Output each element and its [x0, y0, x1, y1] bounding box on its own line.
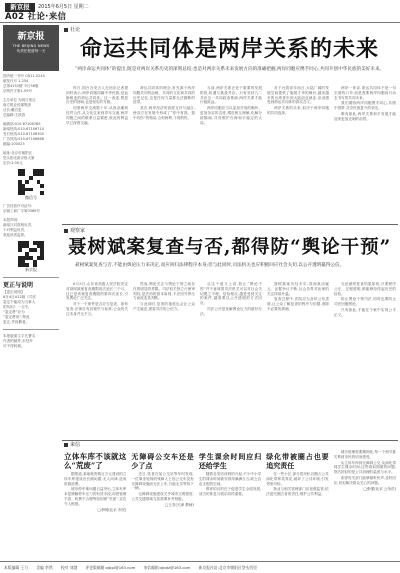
letter-column	[199, 450, 261, 558]
paragraph: 两岸同胞应当以更加开放的胸怀、更加务实的态度,增进相互理解,化解分歧隔阂,共同维护台海和平稳定的大局。	[200, 106, 262, 125]
letter-signature: □李明(北京 市民)	[97, 507, 127, 512]
corrections-title: 更正与说明	[3, 282, 34, 289]
qr-cell	[40, 191, 44, 195]
brand-slogan: 负责任报道每一天	[16, 49, 46, 53]
footer-letters-email[interactable]: 来信邮箱:xjbdz@163.com	[143, 565, 191, 570]
address-line: 定价:1.00元	[3, 161, 23, 165]
info-line: 新闻热线:010-67106710	[3, 127, 44, 131]
masthead-logo[interactable]: 新京报	[5, 3, 35, 12]
info-line: 邮编:100023	[3, 142, 25, 146]
paragraph: 希望有关部门能够倾听民声,及时回应,切实解决群众关心的问题。	[333, 475, 397, 485]
footer-proofreader: 校对 刘越	[60, 565, 78, 570]
paragraph: 其次,两岸经济的高度互补与融合,使双方在发展中形成了“你中有我、我中有你”的格局,合则两利,斗则俱伤。	[133, 106, 195, 120]
paragraph: 命运共同体的理念,首先源于两岸同胞共同的血缘、共同的文化和共同的历史记忆,这是任何力量都无法割断的纽带。	[133, 86, 195, 105]
letter-title[interactable]: 绿化带被圈占也要追究责任	[266, 452, 329, 470]
info-line: 总第4153期 今日56版	[3, 84, 39, 88]
editorial-body	[66, 86, 396, 200]
copyright-note	[3, 334, 59, 349]
editorial-deck: “两岸命运共同体”的提出,既是对两岸关系历史的深刻总结,也是对两岸关系未来发展方向的准确把握,两岸同胞应携手同心,共同开创中华民族的美好未来。	[75, 67, 385, 72]
paragraph: 教育的目的在于促进学生全面发展,适当的休息与娱乐同样重要。	[198, 487, 262, 497]
footer-opinion-email[interactable]: 评论版邮箱:xjbpl@163.com	[85, 565, 136, 570]
article-column	[133, 282, 195, 436]
ad-line: 广告经营许可证号:	[3, 204, 33, 208]
paragraph: 物业与相关管理部门应加强监管,依法追究圈占者的责任,维护公共利益。	[266, 487, 329, 497]
letters-body	[64, 450, 396, 558]
paragraph: 无论最终复查结果如何,只要程序公正、过程透明,都能够经得起历史的检验。	[334, 282, 396, 296]
article-column	[200, 86, 262, 200]
sidebar	[3, 25, 59, 545]
paragraph: 近日,笔者在某公交站等车时发现,一位乘坐轮椅的残障人士因公交车没有无障碍设施而无法上车,只能无奈等待下一辆。	[131, 472, 194, 491]
corrections-line: “鉴定费”应为	[3, 310, 25, 314]
editorial-kicker	[64, 27, 80, 33]
letter-column	[266, 450, 328, 558]
paragraph: 与此同时,复查的拖延也会让公众产生疑虑,损害司法的公信力。	[133, 302, 195, 311]
motto-line: 新闻只对真相负责,	[3, 223, 33, 227]
copyright-line: 可不得转载。	[3, 344, 25, 348]
letter-title[interactable]: 立体车库不该就这么“荒废”了	[64, 452, 127, 470]
article-column	[200, 282, 262, 436]
info-line: 国内统一刊号 CN11-0245	[3, 74, 45, 78]
motto-line: 欢迎读者监督。	[3, 233, 28, 237]
corrections-line: 【更正说明】	[3, 290, 25, 294]
wechat-qr-code-icon[interactable]	[18, 169, 44, 195]
article-column	[334, 282, 396, 436]
footer-designer: 美编 李然	[36, 565, 53, 570]
kicker-label: 来信	[70, 442, 81, 448]
info-line: 邮发代号 1-254	[3, 79, 29, 83]
copyright-line: 作者的稿件,未经许	[3, 339, 33, 343]
paragraph: 城市停车难问题日益突出,立体车库本是缓解停车压力的有效手段,却因管理不善、收费不合理等原因被“荒废”,实在令人惋惜。	[64, 487, 127, 506]
footer-address: 新京报社址:北京市朝阳区垡头西里	[198, 565, 257, 570]
editorial-headline[interactable]: 命运共同体是两岸关系的未来	[80, 36, 380, 62]
corrections-line: 鉴定不能成为当事人	[3, 300, 36, 304]
brand-english-name: THE BEIJING NEWS	[12, 44, 50, 48]
address-line: 垡头阳光新京报大厦	[3, 156, 35, 160]
paragraph: 只有如此,才能在个案中实现公平正义。	[334, 307, 396, 317]
article-column	[267, 282, 329, 436]
info-line: 发行热线:010-67106300	[3, 132, 44, 136]
paragraph: 回望两岸交流数十年,从探亲潮到经贸合作,从文化往来到青年交流,两岸同胞之间的联系日益紧密,彼此的利益早已深度交融。	[66, 106, 128, 125]
corrections-line: “鉴定费用”,特此	[3, 315, 30, 319]
masthead-date: 2015年6月5日 星期二	[38, 4, 89, 10]
paragraph: 对于一个案件是否应当复查、如何复查,法律自有其程序与标准,公众的关注本身并无不当。	[66, 302, 128, 316]
letter-title[interactable]: 无障碍公交车还是少了点	[131, 452, 194, 470]
qr-code-label: 微信号	[25, 195, 37, 200]
letter-column	[334, 450, 396, 558]
kicker-label: 社论	[70, 27, 81, 33]
masthead	[0, 0, 400, 22]
observer-headline[interactable]: 聂树斌案复查与否,都得防“舆论干预”	[68, 237, 392, 258]
paragraph: 无障碍设施建设关乎城市文明程度,公共交通领域尤其需要补齐短板。	[131, 492, 194, 501]
corrections-line: 更正,并致歉意。	[3, 320, 30, 324]
paragraph: 复查过程中,法院应当及时公布进展,让公众了解复查的程序与依据,消除不必要的猜测。	[267, 297, 329, 311]
page-footer	[0, 561, 400, 573]
info-line: 总编辑:王跃春	[3, 113, 26, 117]
letter-column	[131, 450, 193, 558]
motto-line: 本报声明:	[3, 218, 19, 222]
ad-line: 京朝工商广字第0369号	[3, 209, 40, 213]
paragraph: 在一些小区,部分居民私自圈占公共绿化带种菜养花,破坏了公共环境,引发邻里纠纷。	[266, 472, 329, 486]
letter-column	[64, 450, 126, 558]
paragraph: 昨日,国台办发言人在回应记者提问时表示,两岸同胞同属中华民族,是血脉相连的命运共同体。这一表述,既是历史的回响,也是现实的写照。	[66, 86, 128, 105]
info-line: 编辑部:010-67106789	[3, 122, 41, 126]
qr-cell	[40, 263, 44, 267]
section-divider	[62, 224, 398, 225]
sidebar-divider	[3, 277, 59, 278]
publication-info	[3, 74, 59, 166]
info-line: 京网许字第1-09号	[3, 89, 32, 93]
square-bullet-icon	[64, 443, 68, 447]
paragraph: 两岸一家亲,命运共同体不是一句空洞的口号,而是需要两岸同胞用行动去书写的共同未来。	[334, 86, 396, 100]
article-column	[133, 86, 195, 200]
masthead-divider	[0, 22, 400, 23]
paragraph: 从立体车库到无障碍公交,从绿化带到学生课余时间,这些看似细微的问题,背后折射的是公共治理的温度与水平。	[333, 460, 397, 475]
footer-editor: 本版编辑 王力	[4, 565, 28, 570]
address-line: 地址:北京市朝阳区	[3, 151, 33, 155]
paragraph: 随着各类培训班的兴起,不少中小学生的课余时间被安排得满满当当,缺乏自由支配的空间。	[198, 472, 262, 486]
article-column	[267, 86, 329, 200]
article-column	[66, 282, 128, 436]
kicker-label: 观察家	[70, 228, 86, 234]
app-qr-code-icon[interactable]	[18, 241, 44, 267]
motto-line: 不对利益负责,	[3, 228, 26, 232]
info-line: 广告热线:010-67106666	[3, 137, 44, 141]
paragraph: 防止舆论干预司法,同时也要防止司法回避舆论。	[334, 297, 396, 307]
paragraph: 当前,两岸关系正处于重要的发展阶段,机遇与挑战并存。只有坚持九二共识这一共同政治基础,两岸关系才能行稳致远。	[200, 86, 262, 105]
paragraph: 从这个意义上说,防止“舆论干预”并不意味着司法机关可以对社会关切置之不理。恰恰相反,越是受到关注的案件,越需要以公开透明的方式回应。	[200, 282, 262, 306]
paragraph: 6月3日,山东省高级人民法院决定对聂树斌案复查期限再次延长三个月。这已是该案复查期限的第四次延长,引发舆论广泛关注。	[66, 282, 128, 301]
paragraph: 聂树斌案历经多年,其间真凶疑云、证据争议不断,社会各界对此案的关注持续升温。	[267, 282, 329, 296]
paragraph: 唯有如此,两岸关系和平发展才能迎来更加光明的前景。	[334, 111, 396, 121]
brand-block[interactable]	[3, 25, 59, 71]
sidebar-divider	[3, 329, 59, 330]
observer-kicker	[64, 228, 85, 234]
copyright-line: 本报版面文字凡署名	[3, 334, 36, 338]
info-line: 南方报业传媒集团	[3, 103, 31, 107]
info-line: 社长:戴自更	[3, 108, 22, 112]
paragraph: 然而,舆论关注与舆论干预之间存在着明显的界限。司法机关独立行使审判权,是法治的基本原则,不应因外界压力而改变其判断。	[133, 282, 195, 301]
page-section-title: A02 社论·来信	[5, 12, 67, 22]
square-bullet-icon	[64, 28, 68, 32]
article-column	[66, 86, 128, 200]
letters-section-header	[62, 440, 398, 448]
corrections-text	[3, 290, 59, 325]
paragraph: 据报道,某地耗资数百万元建设的立体车库建成后长期闲置,无人问津,造成资源浪费。	[64, 472, 127, 486]
observer-deck: 聂树斌案复查与否,不能由舆论压力来决定,而应回归法律程序本身;但与此同时,司法机关也应积极回应社会关切,以公开透明赢得公信。	[75, 263, 345, 268]
article-column	[334, 86, 396, 200]
square-bullet-icon	[64, 229, 68, 233]
paragraph: 对于台湾青年而言,大陆广阔的发展空间提供了施展才华的舞台,越来越多的台湾青年到大陆创业就业,亲身感受到命运共同体的真实含义。	[267, 86, 329, 105]
corrections-line: 6月4日A12版《司法	[3, 295, 37, 299]
paragraph: 司法公开是化解舆论压力的最好办法。	[200, 306, 262, 316]
qr-code-label: 新京报	[25, 267, 37, 272]
paragraph: 我们期待两岸同胞携手同心,共圆中国梦,共享民族复兴的荣光。	[334, 101, 396, 111]
letter-title[interactable]: 学生课余时间应归还给学生	[198, 452, 262, 470]
paragraph: 城市管理需要精细化,每一个细节都关系到市民的切身感受。	[333, 450, 397, 459]
paragraph: 两岸关系的未来,取决于两岸同胞的共同选择。	[267, 106, 329, 115]
brand-name: 新京报	[17, 32, 45, 42]
letter-signature: □王芳(天津 教师)	[164, 502, 194, 507]
observer-body	[66, 282, 396, 436]
ad-license-info	[3, 204, 59, 238]
corrections-line: 的负担》一文中,	[3, 305, 30, 309]
letter-signature: □张强(北京 公务员)	[363, 486, 397, 491]
info-line: 主办单位 光明日报社	[3, 98, 36, 102]
